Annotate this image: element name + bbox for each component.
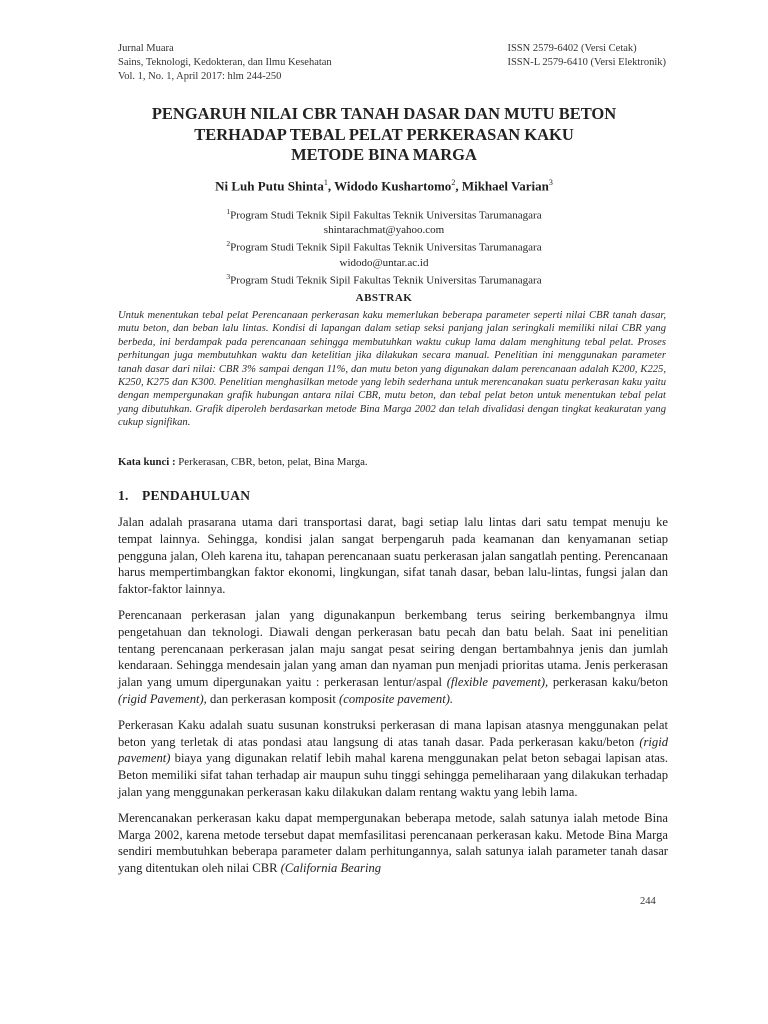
paragraph-3-part-a: Perkerasan Kaku adalah suatu susunan konstruksi perkerasan di mana lapisan atasnya menggunakan pelat beton yang terletak di atas pondasi atau langsung di atas tanah dasar. Pada perkerasan kaku/beton: [118, 717, 668, 749]
affiliation-2-text: Program Studi Teknik Sipil Fakultas Teknik Universitas Tarumanagara: [230, 242, 542, 255]
paragraph-3-part-b: biaya yang digunakan relatif lebih mahal karena menggunakan pelat beton sebagai lapisan atas. Beton memiliki sifat tahan terhadap air maupun suhu tinggi sehingga pemeliharaan yang dilakukan terhadap jalan yang menggunakan perkerasan kaku dilakukan dalam rentang waktu yang lebih lama.: [118, 751, 668, 799]
section-number: 1.: [118, 488, 129, 503]
email-1: shintarachmat@yahoo.com: [323, 224, 445, 237]
journal-volume: Vol. 1, No. 1, April 2017: hlm 244-250: [118, 71, 282, 82]
title-line-2: TERHADAP TEBAL PELAT PERKERASAN KAKU: [194, 124, 574, 144]
term-composite-pavement: (composite pavement).: [339, 691, 454, 706]
paragraph-2: [118, 607, 668, 708]
keywords-label: Kata kunci :: [118, 456, 176, 468]
journal-name: Jurnal Muara: [118, 43, 174, 54]
term-cbr: (California Bearing: [280, 861, 382, 876]
issn-online: ISSN-L 2579-6410 (Versi Elektronik): [507, 57, 666, 68]
affiliation-1-text: Program Studi Teknik Sipil Fakultas Teknik Universitas Tarumanagara: [230, 209, 542, 222]
journal-subject: Sains, Teknologi, Kedokteran, dan Ilmu Kesehatan: [118, 57, 332, 68]
abstract-text: Untuk menentukan tebal pelat Perencanaan perkerasan kaku memerlukan beberapa parameter seperti nilai CBR tanah dasar, mutu beton, dan beban lalu lintas. Kondisi di lapangan dalam setiap seksi panjang jalan seringkali memiliki nilai CBR yang berbeda, ini berdampak pada perencanaan sehingga membutuhkan waktu cukup lama dalam menghitung tebal pelat. Proses perhitungan juga membutuhkan waktu dan ketelitian jika dilakukan secara manual. Penelitian ini menggunakan parameter tanah dasar dari nilai: CBR 3% sampai dengan 11%, dan mutu beton yang digunakan dalam perencanaan adalah K200, K225, K250, K275 dan K300. Penelitian menghasilkan metode yang lebih sederhana untuk merencanakan suatu perkerasan kaku yaitu dengan mempergunakan grafik hubungan antara nilai CBR, mutu beton, dan tebal pelat beton untuk menentukan tebal pelat yang dibutuhkan. Grafik diperoleh berdasarkan metode Bina Marga 2002 dan telah divalidasi dengan tingkat keakuratan yang cukup signifikan.: [118, 310, 666, 429]
title-line-1: PENGARUH NILAI CBR TANAH DASAR DAN MUTU BETON: [151, 104, 617, 123]
section-title: PENDAHULUAN: [142, 488, 251, 503]
issn-print: ISSN 2579-6402 (Versi Cetak): [507, 43, 637, 54]
author-3-sup: 3: [548, 178, 553, 187]
affiliation-3: [100, 270, 668, 288]
paragraph-2-part-c: dan perkerasan komposit: [206, 691, 340, 706]
paragraph-4-part-a: Merencanakan perkerasan kaku dapat mempergunakan beberapa metode, salah satunya ialah metode Bina Marga 2002, karena metode tersebut dapat memfasilitasi perencanaan perkerasan kaku. Metode Bina Marga sendiri membutuhkan beberapa parameter dalam perhitungannya, salah satunya ialah parameter tanah dasar yang ditentukan oleh nilai CBR: [118, 810, 668, 876]
affiliation-3-sup: 3: [226, 271, 231, 281]
affiliation-2: [100, 237, 668, 255]
author-2-sup: 2: [451, 178, 456, 187]
page-number: 244: [640, 896, 656, 907]
paragraph-2-part-b: perkerasan kaku/beton: [548, 675, 669, 690]
paper-title: [100, 104, 668, 166]
keywords: [118, 456, 666, 468]
author-1: Ni Luh Putu Shinta: [215, 178, 324, 194]
term-rigid-pavement-2: (rigid pavement): [118, 734, 668, 766]
email-2: widodo@untar.ac.id: [339, 256, 429, 269]
term-flexible-pavement: (flexible pavement),: [446, 675, 549, 690]
affiliation-3-text: Program Studi Teknik Sipil Fakultas Teknik Universitas Tarumanagara: [230, 274, 542, 287]
paragraph-3: [118, 717, 668, 801]
section-heading: [118, 488, 250, 504]
affiliation-1: [100, 205, 668, 223]
paragraph-4: [118, 810, 668, 877]
issn-info: [507, 42, 666, 70]
title-line-3: METODE BINA MARGA: [291, 145, 477, 164]
body-text: [118, 514, 668, 886]
paragraph-1: Jalan adalah prasarana utama dari transportasi darat, bagi setiap lalu lintas dari satu tempat menuju ke tempat lainnya. Sehingga, kondisi jalan sangat berpengaruh pada keamanan dan kenyamanan setiap pengguna jalan, Oleh karena itu, tahapan perencanaan suatu perkerasan jalan sangatlah penting. Perencanaan harus mempertimbangkan faktor ekonomi, lingkungan, sifat tanah dasar, beban lalu-lintas, fungsi jalan dan faktor-faktor lainnya.: [118, 515, 668, 597]
affiliation-1-sup: 1: [226, 207, 231, 216]
author-3: Mikhael Varian: [461, 178, 549, 194]
abstract-heading: ABSTRAK: [355, 292, 413, 304]
author-1-sup: 1: [323, 178, 328, 187]
term-rigid-pavement: (rigid Pavement),: [118, 691, 207, 706]
journal-info: [118, 42, 332, 84]
affiliation-2-sup: 2: [226, 239, 231, 249]
affiliations: [100, 205, 668, 288]
paragraph-2-part-a: Perencanaan perkerasan jalan yang digunakanpun berkembang terus seiring berkembangnya ilmu pengetahuan dan teknologi. Diawali dengan perkerasan batu pecah dan batu belah. Saat ini penelitian tentang perencanaan perkerasan jalan maju sangat pesat seiring dengan bertambahnya jenis dan jumlah kendaraan. Sehingga mendesain jalan yang aman dan nyaman pun menjadi prioritas utama. Jenis perkerasan jalan yang umum dipergunakan yaitu : perkerasan lentur/aspal: [118, 607, 668, 690]
author-2: Widodo Kushartomo: [334, 178, 452, 194]
author-list: Ni Luh Putu Shinta$^1$, Widodo Kushartomo$^2$, Mikhael Varian$^3$: [215, 178, 553, 194]
keywords-text: Perkerasan, CBR, beton, pelat, Bina Marga.: [178, 456, 368, 468]
